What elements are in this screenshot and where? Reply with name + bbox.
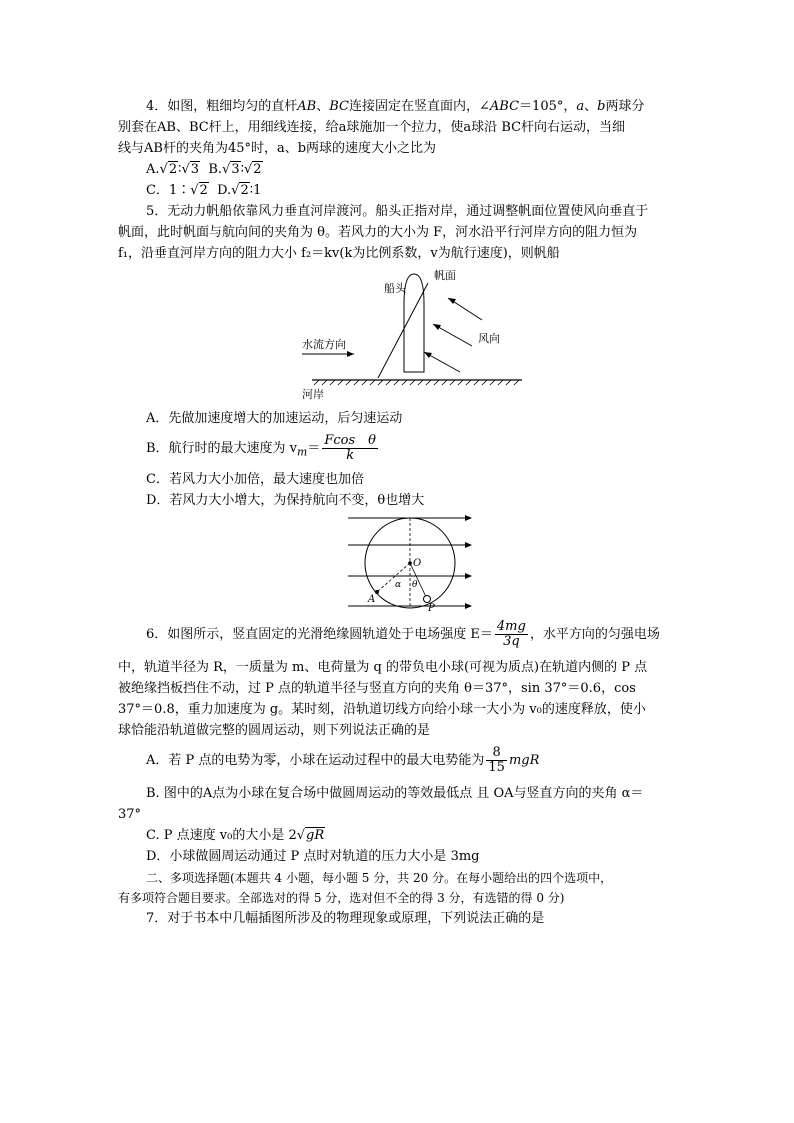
q6-option-c: C. P 点速度 v₀的大小是 2√gR (146, 828, 325, 843)
sqrt-symbol: √2 (159, 162, 178, 177)
q6-option-d: D．小球做圆周运动通过 P 点时对轨道的压力大小是 3mg (146, 849, 480, 864)
section2-heading-line2: 有多项符合题目要求。全部选对的得 5 分，选对但不全的得 3 分，有选错的得 0 分) (118, 891, 565, 905)
q4-line3: 线与AB杆的夹角为45°时，a、b两球的速度大小之比为 (118, 141, 437, 156)
sailboat-figure (300, 268, 530, 400)
q4-option-b-label: B. (208, 162, 223, 177)
radius-OA (377, 563, 410, 592)
q4-options-cd: C．1∶√2 D.√2∶1 (146, 183, 262, 198)
q4-abc: ABC (489, 99, 520, 114)
q5-option-d: D．若风力大小增大，为保持航向不变，θ也增大 (146, 493, 425, 508)
sqrt-symbol: √2 (244, 162, 262, 177)
point-A (375, 590, 379, 594)
q5-option-c: C．若风力大小加倍，最大速度也加倍 (146, 472, 364, 487)
q4-bc: BC (329, 99, 349, 114)
q4-text: 4．如图，粗细均匀的直杆 (146, 99, 298, 114)
q4-sep: 、 (584, 99, 598, 114)
q6-line1: 6．如图所示，竖直固定的光滑绝缘圆轨道处于电场强度 E＝ $\frac{4mg}{3q}$ ，水平方向的匀强电场 (146, 619, 660, 649)
q4-option-d-label: D. (217, 183, 232, 198)
fraction: $\frac{4mg}{3q}$ (496, 619, 526, 649)
q6-option-b-line1: B. 图中的A点为小球在复合场中做圆周运动的等效最低点 且 OA与竖直方向的夹角 α＝ (146, 786, 644, 801)
fraction: $\frac{\text{Fcos θ}}{k}$ (324, 433, 376, 463)
label-alpha: α (395, 580, 402, 590)
fraction: $\frac{8}{15}$ (488, 745, 505, 775)
label-A: A (368, 594, 376, 605)
q4-text: 连接固定在竖直面内，∠ (349, 99, 490, 114)
q5-line1: 5．无动力帆船依靠风力垂直河岸渡河。船头正指对岸，通过调整帆面位置使风向垂直于 (146, 204, 649, 219)
q6-line5: 球恰能沿轨道做完整的圆周运动，则下列说法正确的是 (118, 723, 431, 738)
point-O (408, 561, 412, 565)
label-O: O (413, 558, 422, 569)
q4-option-c: C．1∶ (146, 183, 191, 198)
sail-line (378, 283, 428, 378)
q5-option-a: A．先做加速度增大的加速运动，后匀速运动 (146, 411, 403, 426)
label-sail: 帆面 (434, 269, 456, 282)
q6-option-a: A．若 P 点的电势为零，小球在运动过程中的最大电势能为 $\frac{8}{15}$ mgR (146, 745, 540, 775)
label-theta: θ (412, 580, 418, 590)
q4-line1 (146, 98, 645, 116)
q4-ab: AB (297, 99, 317, 114)
q4-angle: ＝105°， (519, 99, 577, 114)
circle-track-figure (348, 512, 473, 612)
q5-line3: f₁，沿垂直河岸方向的阻力大小 f₂＝kv(k为比例系数，v为航行速度)，则帆船 (118, 246, 560, 261)
q6-line2: 中，轨道半径为 R，一质量为 m、电荷量为 q 的带负电小球(可视为质点)在轨道内侧的 P 点 (118, 660, 648, 675)
q7-line1: 7．对于书本中几幅插图所涉及的物理现象或原理，下列说法正确的是 (146, 911, 545, 926)
label-bow: 船头 (384, 282, 406, 295)
sqrt-symbol: √2 (190, 183, 208, 198)
q6-line4: 37°＝0.8，重力加速度为 g。某时刻，沿轨道切线方向给小球一大小为 v₀的速度释放，使小 (118, 702, 646, 717)
sqrt-symbol: √3 (181, 162, 200, 177)
label-bank: 河岸 (302, 388, 324, 400)
q5-option-b: B．航行时的最大速度为 $v_m=$ $\frac{\text{Fcos θ}}{k}$ (146, 433, 376, 463)
q6-line3: 被绝缘挡板挡住不动，过 P 点的轨道半径与竖直方向的夹角 θ＝37°，sin 37°＝0.6，cos (118, 681, 636, 696)
q4-options-ab: A.√2∶√3 B.√3∶√2 (146, 162, 262, 177)
label-wind: 风向 (478, 332, 500, 345)
ball-P (424, 596, 431, 603)
section2-heading-line1: 二、多项选择题(本题共 4 小题，每小题 5 分，共 20 分。在每小题给出的四个选项中， (146, 871, 613, 885)
sqrt-symbol: √2 (231, 183, 249, 198)
q4-sep: 、 (316, 99, 330, 114)
q4-a: a (576, 99, 585, 114)
q5-line2: 帆面，此时帆面与航向间的夹角为 θ。若风力的大小为 F，河水沿平行河岸方向的阻力恒为 (118, 225, 638, 240)
riverbank-hatching (314, 380, 519, 385)
label-P: P (428, 603, 435, 612)
q4-b: b (597, 99, 606, 114)
sqrt-symbol: √3 (222, 162, 240, 177)
label-flow: 水流方向 (302, 338, 346, 351)
q4-text: 两球分 (605, 99, 645, 114)
q4-line2: 别套在AB、BC杆上，用细线连接，给a球施加一个拉力，使a球沿 BC杆向右运动，当细 (118, 120, 626, 135)
sqrt-symbol: √gR (296, 828, 325, 843)
q6-option-b-line2: 37° (118, 807, 142, 822)
q4-option-a-label: A. (146, 162, 160, 177)
